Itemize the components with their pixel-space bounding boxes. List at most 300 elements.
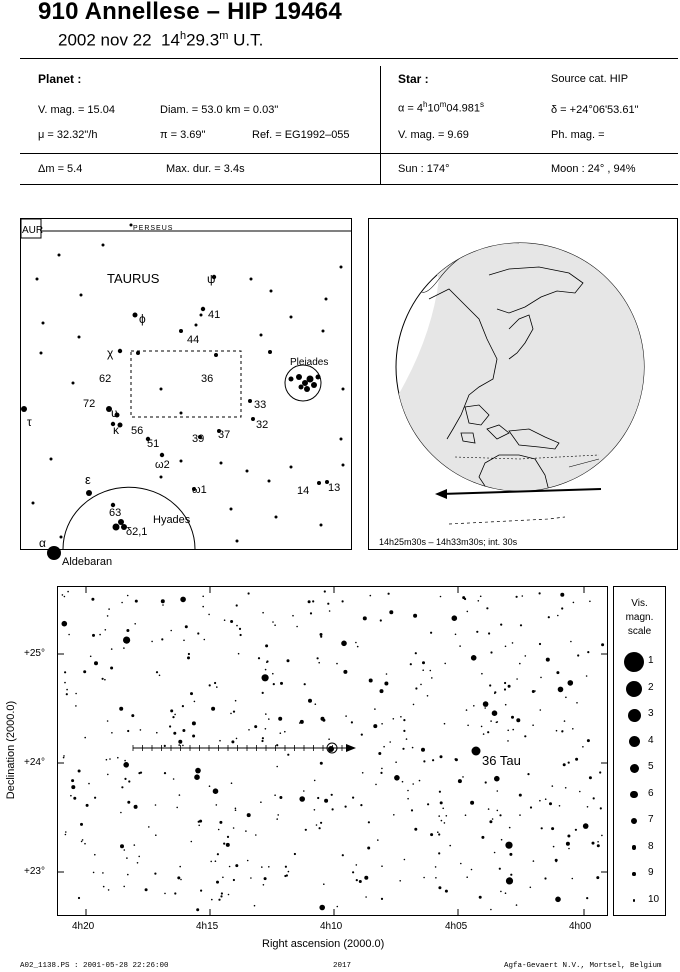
legend-label: 3 xyxy=(648,708,654,719)
finder-star xyxy=(230,508,233,511)
finder-star xyxy=(80,294,83,297)
star-63-label: 63 xyxy=(109,507,122,519)
field-star xyxy=(444,723,446,725)
field-star xyxy=(510,874,512,876)
legend-dot xyxy=(626,681,642,697)
legend-title-line1: Vis. xyxy=(631,598,648,609)
field-star xyxy=(435,866,437,868)
field-star xyxy=(236,625,238,627)
field-star xyxy=(195,768,201,774)
field-star xyxy=(151,641,153,643)
field-star xyxy=(126,629,129,632)
omega1-label: ω1 xyxy=(192,484,207,496)
field-star xyxy=(587,739,590,742)
field-star xyxy=(516,718,520,722)
field-star xyxy=(337,906,339,908)
field-star xyxy=(135,805,137,807)
legend-label: 6 xyxy=(648,787,654,799)
aldebaran-star xyxy=(47,546,61,560)
field-star xyxy=(239,628,241,630)
legend-item xyxy=(614,650,665,676)
field-star xyxy=(94,854,96,856)
field-star xyxy=(280,732,282,734)
field-star xyxy=(68,634,70,636)
legend-dot xyxy=(632,845,637,850)
field-star xyxy=(276,818,278,820)
field-star xyxy=(381,865,383,867)
field-star xyxy=(174,892,176,894)
field-star xyxy=(127,801,130,804)
field-star xyxy=(75,705,77,707)
field-star xyxy=(505,704,507,706)
field-star xyxy=(567,835,570,838)
field-star xyxy=(511,716,514,719)
field-star xyxy=(216,686,218,688)
field-star xyxy=(128,780,130,782)
field-star xyxy=(406,738,408,740)
field-star xyxy=(162,604,164,606)
field-star xyxy=(516,596,518,598)
header-divider-mid xyxy=(20,153,678,154)
field-star xyxy=(102,872,104,874)
field-star xyxy=(378,752,381,755)
field-star xyxy=(545,798,547,800)
field-star xyxy=(222,877,224,879)
field-star xyxy=(505,842,512,849)
field-star xyxy=(288,871,290,873)
field-star xyxy=(127,730,129,732)
x-tick-4h00: 4h00 xyxy=(569,921,592,932)
field-star xyxy=(485,781,487,783)
field-star xyxy=(419,780,421,782)
field-star xyxy=(368,821,370,823)
field-star xyxy=(565,787,567,789)
field-star xyxy=(481,836,484,839)
field-star xyxy=(572,728,574,730)
field-star xyxy=(336,663,338,665)
field-star xyxy=(265,669,267,671)
night-side-shading xyxy=(369,239,669,519)
field-star xyxy=(121,786,123,788)
field-star xyxy=(489,684,491,686)
legend-item xyxy=(614,730,665,756)
finder-star xyxy=(133,313,138,318)
field-star xyxy=(593,797,595,799)
field-star xyxy=(247,813,251,817)
field-star xyxy=(211,707,215,711)
finder-star xyxy=(268,480,271,483)
field-star xyxy=(356,879,358,881)
field-star xyxy=(135,600,138,603)
field-star xyxy=(233,879,235,881)
field-star xyxy=(192,721,196,725)
field-star xyxy=(415,615,417,617)
field-star xyxy=(501,839,503,841)
field-star xyxy=(159,675,161,677)
finder-star xyxy=(180,460,183,463)
hours-unit: h xyxy=(179,30,187,42)
field-star xyxy=(413,704,415,706)
field-star xyxy=(66,693,68,695)
field-star xyxy=(230,713,232,715)
field-star xyxy=(94,661,98,665)
field-star xyxy=(279,796,282,799)
field-star xyxy=(262,674,269,681)
field-star xyxy=(285,866,287,868)
legend-item xyxy=(614,836,665,862)
field-star xyxy=(235,808,237,810)
finder-star xyxy=(322,330,325,333)
field-star xyxy=(296,626,298,628)
field-star xyxy=(111,648,113,650)
field-star xyxy=(169,725,171,727)
finder-star xyxy=(290,466,293,469)
field-star xyxy=(236,738,238,740)
field-star xyxy=(362,772,364,774)
field-star xyxy=(312,600,314,602)
field-star xyxy=(240,634,242,636)
field-star xyxy=(314,809,316,811)
field-star xyxy=(320,762,323,765)
header-divider-top xyxy=(20,58,678,59)
field-star xyxy=(359,880,362,883)
sun-elongation: Sun : 174° xyxy=(398,163,450,175)
field-star xyxy=(549,802,552,805)
field-star xyxy=(161,638,163,640)
aldebaran-label: Aldebaran xyxy=(62,556,113,568)
planet-parallax: π = 3.69" xyxy=(160,129,206,141)
field-star xyxy=(63,757,65,759)
field-star xyxy=(462,596,465,599)
field-star xyxy=(154,873,156,875)
field-star xyxy=(403,730,405,732)
field-star xyxy=(84,737,86,739)
finder-star xyxy=(201,307,205,311)
field-star xyxy=(556,671,559,674)
field-star xyxy=(182,729,185,732)
field-star xyxy=(305,829,307,831)
field-star xyxy=(145,888,148,891)
field-star xyxy=(164,745,166,747)
field-star xyxy=(202,596,204,598)
field-star xyxy=(219,740,221,742)
field-star xyxy=(262,612,264,614)
field-star xyxy=(471,655,477,661)
field-star xyxy=(120,812,122,814)
field-star xyxy=(210,861,212,863)
planet-motion: μ = 32.32"/h xyxy=(38,129,98,141)
field-star xyxy=(235,864,238,867)
field-star xyxy=(592,842,595,845)
field-star xyxy=(568,762,570,764)
field-star xyxy=(360,804,362,806)
field-star xyxy=(319,827,321,829)
finder-star xyxy=(179,329,183,333)
field-star xyxy=(179,866,181,868)
field-star xyxy=(123,762,129,768)
field-star xyxy=(107,720,109,722)
field-star xyxy=(373,724,377,728)
finder-chart-svg xyxy=(21,219,351,549)
field-star xyxy=(78,770,81,773)
finder-star xyxy=(60,536,63,539)
finder-star xyxy=(316,375,321,380)
field-star xyxy=(527,773,529,775)
field-star xyxy=(308,600,311,603)
magnitude-scale-legend xyxy=(613,586,666,916)
field-star xyxy=(423,760,425,762)
field-star xyxy=(422,661,425,664)
field-star xyxy=(525,655,527,657)
legend-label: 7 xyxy=(648,814,654,825)
field-star xyxy=(540,709,542,711)
y-tick-24: +24° xyxy=(24,757,45,768)
field-star xyxy=(230,620,233,623)
target-field-box xyxy=(131,351,241,417)
field-star xyxy=(138,772,140,774)
field-star xyxy=(277,814,279,816)
field-star xyxy=(104,679,106,681)
planet-reference: Ref. = EG1992–055 xyxy=(252,129,350,141)
field-star xyxy=(216,804,218,806)
field-star xyxy=(341,641,347,647)
phi-label: ϕ xyxy=(139,312,146,326)
field-star xyxy=(124,778,126,780)
field-star xyxy=(81,841,83,843)
field-star xyxy=(84,843,86,845)
field-star xyxy=(552,785,554,787)
field-star xyxy=(499,814,501,816)
field-star xyxy=(314,780,316,782)
legend-title-line3: scale xyxy=(627,626,652,637)
field-star xyxy=(555,897,561,903)
finder-star xyxy=(340,438,343,441)
field-star xyxy=(421,748,425,752)
field-star xyxy=(320,633,323,636)
field-star xyxy=(380,619,382,621)
field-star xyxy=(194,774,200,780)
field-star xyxy=(194,701,196,703)
field-star xyxy=(497,790,499,792)
legend-dot xyxy=(630,791,638,799)
field-star xyxy=(197,632,199,634)
field-star xyxy=(483,701,489,707)
field-star xyxy=(320,636,322,638)
field-star xyxy=(322,907,324,909)
field-star xyxy=(179,794,181,796)
field-star xyxy=(180,879,182,881)
minutes-unit: m xyxy=(219,30,229,42)
field-star xyxy=(365,896,367,898)
field-star xyxy=(164,772,166,774)
field-star xyxy=(310,612,312,614)
field-star xyxy=(67,591,69,593)
field-star xyxy=(369,679,373,683)
field-star xyxy=(530,887,532,889)
star-37-label: 37 xyxy=(218,429,231,441)
field-star xyxy=(320,822,322,824)
field-star xyxy=(412,783,414,785)
legend-dot xyxy=(633,899,636,902)
field-star xyxy=(92,634,95,637)
field-star xyxy=(449,845,451,847)
field-star xyxy=(522,595,524,597)
field-star xyxy=(199,820,202,823)
field-star xyxy=(78,897,80,899)
field-star xyxy=(170,709,173,712)
field-star xyxy=(427,803,429,805)
star-56-label: 56 xyxy=(131,425,144,437)
max-duration: Max. dur. = 3.4s xyxy=(166,163,245,175)
field-star xyxy=(386,673,388,675)
field-star xyxy=(292,615,294,617)
field-star xyxy=(343,670,347,674)
field-star xyxy=(180,597,186,603)
star-41-label: 41 xyxy=(208,309,221,321)
taurus-label: TAURUS xyxy=(107,271,160,286)
field-star xyxy=(280,682,283,685)
field-star xyxy=(508,685,511,688)
legend-item xyxy=(614,756,665,782)
field-star xyxy=(355,642,357,644)
field-star xyxy=(231,740,234,743)
field-star xyxy=(486,607,488,609)
field-star xyxy=(88,783,90,785)
finder-star xyxy=(200,314,203,317)
finder-star xyxy=(250,278,253,281)
star-72-label: 72 xyxy=(83,398,96,410)
finder-star xyxy=(220,462,223,465)
field-star xyxy=(140,729,142,731)
finder-star xyxy=(270,290,273,293)
field-star xyxy=(103,886,105,888)
field-star xyxy=(172,716,174,718)
field-star xyxy=(516,678,518,680)
field-star xyxy=(213,788,219,794)
finder-star xyxy=(118,349,122,353)
field-star xyxy=(214,682,216,684)
field-star xyxy=(490,651,492,653)
field-star xyxy=(345,715,347,717)
x-tick-4h15: 4h15 xyxy=(196,921,219,932)
star-heading: Star : xyxy=(398,72,429,86)
field-star xyxy=(352,797,354,799)
field-star xyxy=(126,857,128,859)
field-star xyxy=(494,852,496,854)
field-star xyxy=(345,806,347,808)
field-star xyxy=(231,782,233,784)
field-star xyxy=(430,632,432,634)
field-star xyxy=(494,691,496,693)
finder-star xyxy=(307,376,314,383)
field-star xyxy=(587,806,589,808)
finder-star xyxy=(342,464,345,467)
field-star xyxy=(73,797,76,800)
y-axis-label: Declination (2000.0) xyxy=(5,700,17,800)
field-star xyxy=(557,615,559,617)
field-star xyxy=(570,641,572,643)
field-star xyxy=(102,678,104,680)
field-star xyxy=(444,822,446,824)
field-star xyxy=(380,772,382,774)
field-star xyxy=(445,890,448,893)
field-star xyxy=(504,682,506,684)
field-star xyxy=(539,800,541,802)
finder-star xyxy=(42,322,45,325)
field-star xyxy=(254,905,256,907)
field-star xyxy=(492,818,494,820)
field-star xyxy=(587,651,589,653)
field-star xyxy=(480,596,482,598)
field-star xyxy=(399,880,401,882)
field-star xyxy=(227,836,229,838)
field-star xyxy=(274,794,276,796)
field-star xyxy=(82,839,84,841)
field-star xyxy=(218,829,220,831)
field-star xyxy=(261,740,263,742)
field-star xyxy=(226,843,230,847)
field-star xyxy=(323,883,325,885)
field-star xyxy=(134,623,136,625)
field-star xyxy=(441,820,443,822)
field-star xyxy=(500,624,502,626)
finder-star xyxy=(251,417,255,421)
field-star xyxy=(352,871,354,873)
finder-stars xyxy=(21,224,345,543)
field-star xyxy=(393,814,395,816)
planet-diameter: Diam. = 53.0 km = 0.03" xyxy=(160,104,279,116)
field-star xyxy=(233,827,235,829)
field-star xyxy=(299,796,305,802)
finder-star xyxy=(78,336,81,339)
field-star xyxy=(374,708,376,710)
star-13-label: 13 xyxy=(328,482,341,494)
field-star xyxy=(318,662,320,664)
field-star xyxy=(410,663,412,665)
field-star xyxy=(236,604,238,606)
x-tick-4h10: 4h10 xyxy=(320,921,343,932)
field-star xyxy=(452,615,458,621)
field-star xyxy=(188,653,190,655)
field-star xyxy=(471,869,473,871)
finder-star xyxy=(340,266,343,269)
field-star xyxy=(219,821,222,824)
field-star xyxy=(287,659,290,662)
finder-star xyxy=(260,334,263,337)
field-star xyxy=(467,725,469,727)
tau-label: τ xyxy=(27,415,32,429)
field-star xyxy=(540,677,542,679)
field-star xyxy=(601,643,604,646)
finder-star xyxy=(304,386,310,392)
field-star xyxy=(534,690,536,692)
field-star xyxy=(476,631,478,633)
field-star xyxy=(71,779,74,782)
field-star xyxy=(177,876,180,879)
field-star xyxy=(438,815,440,817)
field-star xyxy=(400,716,402,718)
field-star xyxy=(170,630,172,632)
field-star xyxy=(505,646,507,648)
field-star xyxy=(519,814,521,816)
finder-star xyxy=(32,502,35,505)
field-star xyxy=(466,709,468,711)
field-star xyxy=(218,899,220,901)
field-star xyxy=(109,758,111,760)
field-star xyxy=(530,806,532,808)
field-star xyxy=(363,616,367,620)
perseus-label: PERSEUS xyxy=(133,225,174,232)
